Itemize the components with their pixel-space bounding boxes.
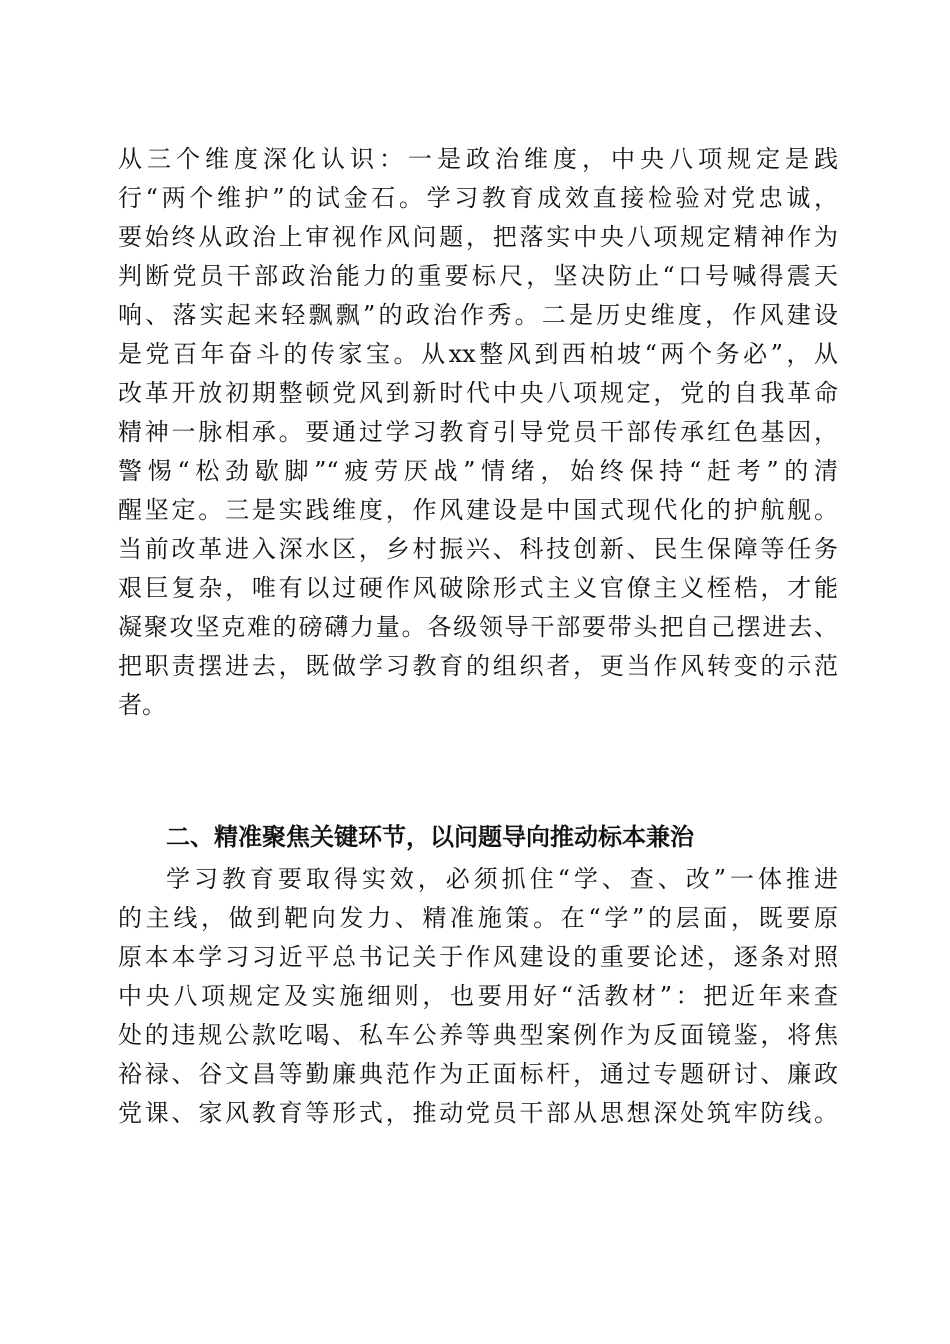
paragraph-line: 裕禄、谷文昌等勤廉典范作为正面标杆，通过专题研讨、廉政 — [118, 1060, 838, 1088]
paragraph-political-history-practice — [118, 140, 838, 725]
paragraph-line: 是党百年奋斗的传家宝。从xx整风到西柏坡“两个务必”，从 — [118, 340, 838, 368]
section-heading: 二、精准聚焦关键环节，以问题导向推动标本兼治 — [166, 823, 694, 851]
paragraph-line: 党课、家风教育等形式，推动党员干部从思想深处筑牢防线。 — [118, 1099, 838, 1127]
paragraph-line: 中央八项规定及实施细则，也要用好“活教材”：把近年来查 — [118, 982, 838, 1010]
paragraph-line: 响、落实起来轻飘飘”的政治作秀。二是历史维度，作风建设 — [118, 301, 838, 329]
paragraph-line: 改革开放初期整顿党风到新时代中央八项规定，党的自我革命 — [118, 379, 838, 407]
paragraph-line: 的主线，做到靶向发力、精准施策。在“学”的层面，既要原 — [118, 904, 838, 932]
paragraph-line: 行“两个维护”的试金石。学习教育成效直接检验对党忠诚， — [118, 184, 838, 212]
paragraph-line: 醒坚定。三是实践维度，作风建设是中国式现代化的护航舰。 — [118, 496, 838, 524]
paragraph-line: 警惕“松劲歇脚”“疲劳厌战”情绪，始终保持“赶考”的清 — [118, 457, 838, 485]
paragraph-line: 原本本学习习近平总书记关于作风建设的重要论述，逐条对照 — [118, 943, 838, 971]
paragraph-line: 凝聚攻坚克难的磅礴力量。各级领导干部要带头把自己摆进去、 — [118, 613, 838, 641]
paragraph-line: 精神一脉相承。要通过学习教育引导党员干部传承红色基因， — [118, 418, 838, 446]
paragraph-learn-check-correct — [118, 860, 838, 1133]
paragraph-line: 当前改革进入深水区，乡村振兴、科技创新、民生保障等任务 — [118, 535, 838, 563]
paragraph-line: 处的违规公款吃喝、私车公养等典型案例作为反面镜鉴，将焦 — [118, 1021, 838, 1049]
paragraph-line: 艰巨复杂，唯有以过硬作风破除形式主义官僚主义桎梏，才能 — [118, 574, 838, 602]
paragraph-line: 从三个维度深化认识：一是政治维度，中央八项规定是践 — [118, 145, 838, 173]
section-heading-block — [118, 818, 838, 857]
paragraph-line: 者。 — [118, 691, 166, 719]
paragraph-line: 判断党员干部政治能力的重要标尺，坚决防止“口号喊得震天 — [118, 262, 838, 290]
paragraph-line: 要始终从政治上审视作风问题，把落实中央八项规定精神作为 — [118, 223, 838, 251]
paragraph-line: 把职责摆进去，既做学习教育的组织者，更当作风转变的示范 — [118, 652, 838, 680]
paragraph-line: 学习教育要取得实效，必须抓住“学、查、改”一体推进 — [166, 865, 838, 893]
